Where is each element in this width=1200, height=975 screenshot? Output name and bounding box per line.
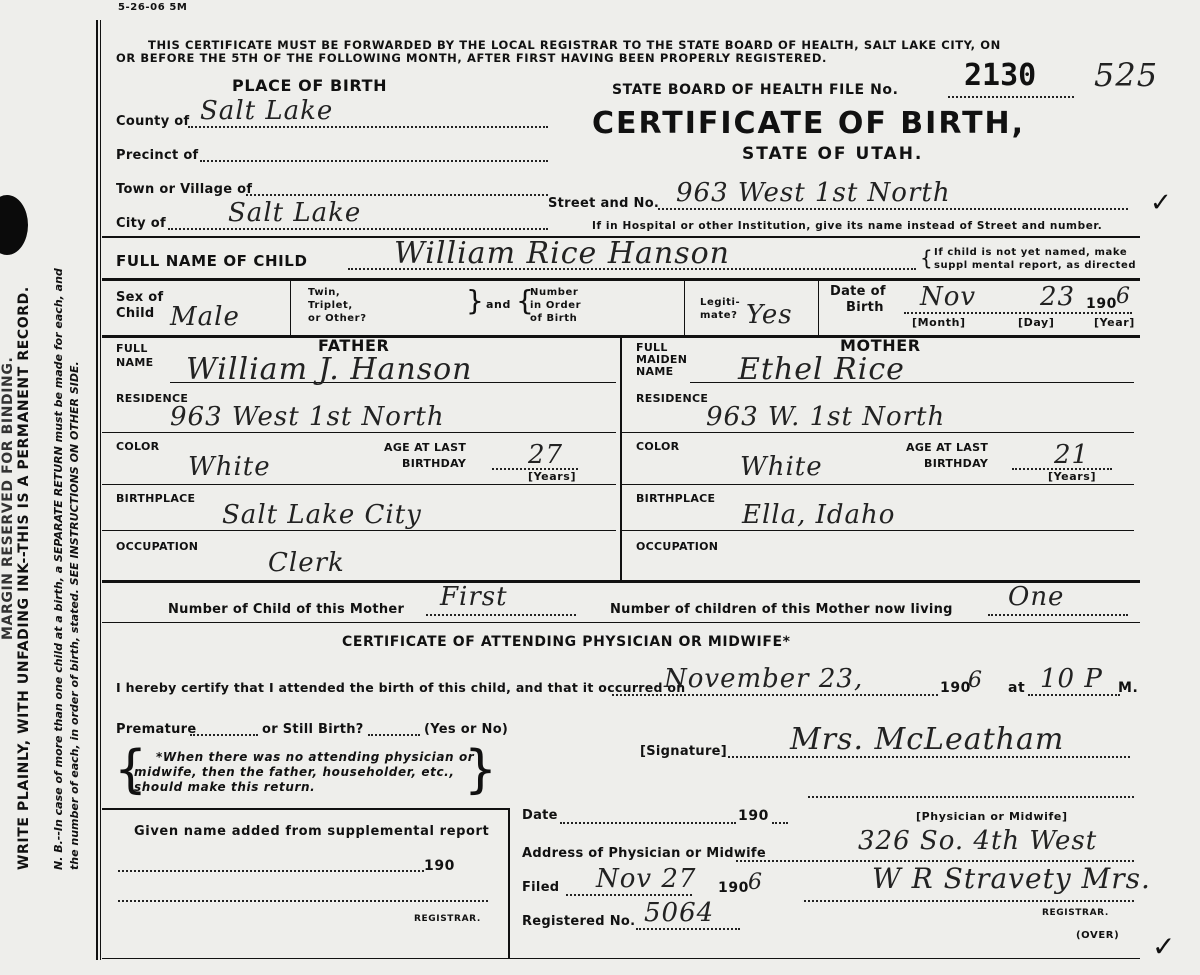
sex-value: Male (170, 302, 240, 332)
bottom-rule (102, 958, 1140, 959)
unnamed-note-2: suppl mental report, as directed (934, 260, 1137, 271)
dob-line (904, 312, 1132, 314)
father-color-value: White (188, 452, 271, 482)
rule (102, 484, 616, 485)
note-brace-right: } (464, 740, 498, 800)
mother-age-label-2: BIRTHDAY (924, 457, 989, 470)
mother-full-label: FULL (636, 341, 668, 354)
children-number-value: First (440, 582, 508, 612)
children-living-value: One (1008, 582, 1065, 612)
county-value: Salt Lake (200, 96, 334, 126)
day-label: [Day] (1018, 316, 1055, 329)
side-notice-nb-1: N. B.--In case of more than one child at a birth, a SEPARATE RETURN must be made for each, and (52, 268, 65, 870)
physician-at-label: at (1008, 680, 1026, 696)
physician-year-prefix: 190 (940, 680, 972, 696)
twin-label-2: Triplet, (308, 300, 353, 311)
physician-heading: CERTIFICATE OF ATTENDING PHYSICIAN OR MIDWIFE* (342, 634, 791, 650)
signature-line-2 (808, 796, 1134, 798)
physician-note-2: midwife, then the father, householder, etc., (134, 765, 455, 779)
still-birth-label: or Still Birth? (262, 722, 364, 737)
supplemental-line (118, 870, 424, 872)
signature-label: [Signature] (640, 744, 728, 759)
header-notice-1: THIS CERTIFICATE MUST BE FORWARDED BY THE LOCAL REGISTRAR TO THE STATE BOARD OF HEALTH, SALT LAKE CITY, ON (148, 38, 1001, 52)
town-label: Town or Village of (116, 182, 253, 197)
yes-no-label: (Yes or No) (424, 722, 509, 737)
child-name-label: FULL NAME OF CHILD (116, 252, 308, 270)
side-notice-margin: MARGIN RESERVED FOR BINDING. (0, 356, 16, 640)
premature-line (190, 734, 258, 736)
mother-occupation-label: OCCUPATION (636, 540, 719, 553)
physician-m-label: M. (1118, 680, 1139, 696)
unnamed-note (934, 246, 1136, 272)
dob-label-2: Birth (846, 300, 884, 315)
precinct-label: Precinct of (116, 148, 199, 163)
sex-label-2: Child (116, 306, 155, 321)
physician-note-3: should make this return. (134, 780, 316, 794)
mother-color-value: White (740, 452, 823, 482)
supplemental-registrar: REGISTRAR. (414, 914, 481, 924)
filing-registered-line (636, 928, 740, 930)
mother-age-value: 21 (1054, 440, 1090, 470)
place-of-birth-heading: PLACE OF BIRTH (232, 76, 388, 95)
father-residence-label: RESIDENCE (116, 392, 189, 405)
file-extra-number: 525 (1094, 56, 1159, 94)
county-label: County of (116, 114, 190, 129)
filing-registered-label: Registered No. (522, 914, 636, 929)
file-label: STATE BOARD OF HEALTH FILE No. (612, 82, 899, 98)
father-age-value: 27 (528, 440, 564, 470)
twin-brace: } (466, 284, 484, 317)
supplemental-registrar-line (118, 900, 488, 902)
father-birthplace-label: BIRTHPLACE (116, 492, 196, 505)
dob-year-prefix: 190 (1086, 296, 1118, 312)
order-label-3: of Birth (530, 313, 578, 324)
physician-time-line (1028, 694, 1120, 696)
dob-label-1: Date of (830, 284, 886, 299)
divider (684, 281, 685, 335)
supplemental-right (508, 808, 510, 958)
filing-filed-year-suffix: 6 (748, 870, 763, 895)
father-residence-line (102, 432, 616, 433)
order-brace: { (516, 284, 534, 317)
and-label: and (486, 298, 511, 311)
filing-registrar-signature: W R Stravety Mrs. (872, 862, 1151, 895)
physician-note (134, 750, 474, 795)
mother-birthplace-value: Ella, Idaho (742, 500, 896, 530)
form-code: 5-26-06 5M (118, 2, 188, 13)
rule-thick (102, 278, 1140, 281)
supplemental-year-prefix: 190 (424, 858, 456, 874)
margin-line (96, 20, 98, 960)
father-full-label: FULL (116, 342, 148, 355)
filing-date-line (560, 822, 736, 824)
note-brace-left: { (114, 740, 148, 800)
dob-year-suffix: 6 (1116, 284, 1131, 309)
filing-filed-value: Nov 27 (596, 864, 697, 894)
physician-time-value: 10 P (1040, 664, 1103, 694)
mother-residence-value: 963 W. 1st North (706, 402, 946, 432)
mother-birthplace-line (622, 530, 1134, 531)
father-name-label-2: NAME (116, 356, 154, 369)
filing-registered-value: 5064 (644, 898, 715, 928)
side-notice-nb-2: the number of each, in order of birth, stated. SEE INSTRUCTIONS ON OTHER SIDE. (68, 361, 81, 870)
mother-age-label-1: AGE AT LAST (906, 441, 989, 454)
file-number: 2130 (964, 58, 1037, 93)
mother-years-label: [Years] (1048, 470, 1097, 483)
filing-registrar-label: REGISTRAR. (1042, 908, 1109, 918)
mother-color-label: COLOR (636, 440, 680, 453)
check-mark: ✓ (1150, 188, 1172, 218)
check-mark-2: ✓ (1152, 930, 1176, 963)
mother-name-value: Ethel Rice (738, 352, 905, 387)
father-birthplace-value: Salt Lake City (222, 500, 422, 530)
supplemental-heading: Given name added from supplemental report (134, 824, 490, 839)
father-years-label: [Years] (528, 470, 577, 483)
physician-year-suffix: 6 (968, 668, 983, 693)
file-line (948, 96, 1074, 98)
mother-heading: MOTHER (840, 336, 921, 355)
mother-age-label (906, 440, 988, 472)
order-label (530, 286, 581, 325)
divider (818, 281, 819, 335)
filing-date-label: Date (522, 808, 558, 823)
dob-day: 23 (1040, 282, 1076, 312)
city-line (168, 228, 548, 230)
filing-filed-label: Filed (522, 880, 560, 895)
mother-residence-label: RESIDENCE (636, 392, 709, 405)
father-age-label (384, 440, 466, 472)
street-label: Street and No. (548, 196, 660, 211)
rule-thick (102, 580, 1140, 583)
mother-name-label-2: NAME (636, 365, 674, 378)
dob-label (830, 284, 886, 316)
filing-address-label: Address of Physician or Midwife (522, 846, 766, 861)
header-notice-2: OR BEFORE THE 5TH OF THE FOLLOWING MONTH, AFTER FIRST HAVING BEEN PROPERLY REGISTERED. (116, 51, 827, 65)
children-living-line (988, 614, 1128, 616)
over-label: (OVER) (1076, 930, 1120, 941)
father-name-label (116, 342, 153, 370)
order-label-2: in Order (530, 300, 582, 311)
unnamed-note-1: If child is not yet named, make (934, 247, 1128, 258)
order-label-1: Number (530, 287, 579, 298)
county-line (188, 126, 548, 128)
signature-value: Mrs. McLeatham (790, 722, 1065, 757)
year-label: [Year] (1094, 316, 1135, 329)
father-occupation-value: Clerk (268, 548, 345, 578)
page-title: CERTIFICATE OF BIRTH, (592, 106, 1026, 141)
supplemental-top (102, 808, 510, 810)
child-name-value: William Rice Hanson (394, 236, 730, 271)
legit-value: Yes (746, 300, 793, 330)
margin-line-inner (100, 20, 101, 960)
legit-label-1: Legiti- (700, 297, 741, 308)
parents-divider (620, 338, 622, 580)
city-label: City of (116, 216, 166, 231)
sex-label (116, 290, 163, 322)
physician-date-line (612, 694, 938, 696)
brace: { (920, 246, 933, 270)
father-occupation-label: OCCUPATION (116, 540, 199, 553)
twin-label (308, 286, 367, 325)
legit-label-2: mate? (700, 310, 738, 321)
mother-birthplace-label: BIRTHPLACE (636, 492, 716, 505)
father-color-label: COLOR (116, 440, 160, 453)
filing-address-value: 326 So. 4th West (858, 826, 1098, 856)
physician-or-midwife-label: [Physician or Midwife] (916, 810, 1068, 823)
father-age-label-2: BIRTHDAY (402, 457, 467, 470)
rule (622, 484, 1134, 485)
children-number-line (426, 614, 576, 616)
street-note: If in Hospital or other Institution, give its name instead of Street and number. (592, 220, 1103, 232)
premature-label: Premature (116, 722, 197, 737)
sex-label-1: Sex of (116, 290, 164, 305)
page-subtitle: STATE OF UTAH. (742, 144, 924, 164)
town-line (246, 194, 548, 196)
mother-maiden-label: MAIDEN (636, 353, 688, 366)
mother-name-label (636, 342, 687, 378)
side-notice-ink: WRITE PLAINLY, WITH UNFADING INK--THIS IS A PERMANENT RECORD. (16, 286, 32, 870)
physician-certify-text: I hereby certify that I attended the birth of this child, and that it occurred on (116, 680, 686, 695)
divider (290, 281, 291, 335)
filing-registrar-line (804, 900, 1134, 902)
filing-filed-year-prefix: 190 (718, 880, 750, 896)
father-name-value: William J. Hanson (186, 352, 473, 387)
month-label: [Month] (912, 316, 966, 329)
physician-date-value: November 23, (664, 664, 864, 694)
father-age-label-1: AGE AT LAST (384, 441, 467, 454)
twin-label-1: Twin, (308, 287, 341, 298)
father-residence-value: 963 West 1st North (170, 402, 445, 432)
filing-filed-line (566, 894, 692, 896)
twin-label-3: or Other? (308, 313, 367, 324)
city-value: Salt Lake (228, 198, 362, 228)
street-line (658, 208, 1128, 210)
father-heading: FATHER (318, 336, 390, 355)
dob-month: Nov (920, 282, 977, 312)
street-value: 963 West 1st North (676, 178, 951, 208)
precinct-line (200, 160, 548, 162)
legit-label (700, 296, 740, 322)
children-number-label: Number of Child of this Mother (168, 602, 405, 617)
children-living-label: Number of children of this Mother now living (610, 602, 953, 617)
filing-date-year-line (772, 822, 788, 824)
still-birth-line (368, 734, 420, 736)
rule (102, 622, 1140, 623)
mother-residence-line (622, 432, 1134, 433)
filing-date-year: 190 (738, 808, 770, 824)
physician-note-1: *When there was no attending physician or (156, 750, 475, 764)
father-birthplace-line (102, 530, 616, 531)
